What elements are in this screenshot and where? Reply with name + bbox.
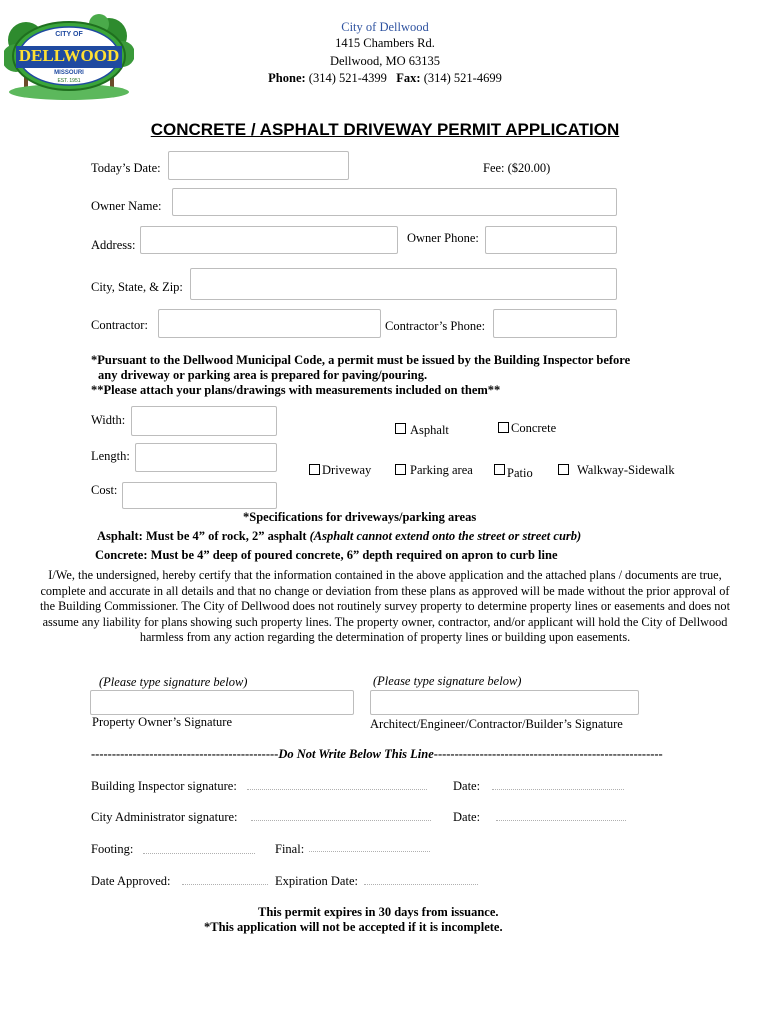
header-address2: Dellwood, MO 63135 bbox=[329, 54, 441, 68]
width-label: Width: bbox=[91, 413, 126, 427]
notice-line1: *Pursuant to the Dellwood Municipal Code, a permit must be issued by the Building Inspector before bbox=[91, 353, 631, 367]
administrator-signature-line[interactable] bbox=[251, 820, 431, 821]
notice-line3: **Please attach your plans/drawings with measurements included on them** bbox=[91, 383, 501, 397]
walkway-checkbox[interactable] bbox=[558, 464, 569, 475]
length-input[interactable] bbox=[135, 443, 277, 472]
certification-text: I/We, the undersigned, hereby certify that the information contained in the above application and the attached plans / documents are true, complete and accurate in all details and that no change or deviation from these plans as approved will be made without the prior approval of the Building Commissioner. The City of Dellwood does not routinely survey property to determine property lines or easements and does not assume any liability for plans showing such property lines. The property owner, contractor, and/or applicant will hold the City of Dellwood harmless from any action regarding the determination of property lines or building upon easements. bbox=[40, 568, 730, 645]
contractor-label: Contractor: bbox=[91, 318, 148, 332]
logo-state: MISSOURI bbox=[54, 70, 84, 76]
owner-phone-label: Owner Phone: bbox=[407, 231, 479, 245]
office-use-divider bbox=[91, 747, 663, 762]
fax-number: (314) 521-4699 bbox=[423, 71, 502, 85]
patio-checkbox[interactable] bbox=[494, 464, 505, 475]
specs-asphalt-note: (Asphalt cannot extend onto the street or street curb) bbox=[309, 529, 582, 543]
cost-input[interactable] bbox=[122, 482, 277, 509]
inspector-signature-line[interactable] bbox=[247, 789, 427, 790]
contractor-input[interactable] bbox=[158, 309, 381, 338]
length-label: Length: bbox=[91, 449, 130, 463]
notice-line2: any driveway or parking area is prepared for paving/pouring. bbox=[98, 368, 428, 382]
footing-line[interactable] bbox=[143, 853, 255, 854]
administrator-date-label: Date: bbox=[453, 810, 481, 824]
date-approved-label: Date Approved: bbox=[91, 874, 171, 888]
inspector-signature-label: Building Inspector signature: bbox=[91, 779, 237, 793]
fax-label: Fax: bbox=[396, 71, 421, 85]
logo-top-text: CITY OF bbox=[55, 31, 83, 38]
contractor-phone-input[interactable] bbox=[493, 309, 617, 338]
fee-label: Fee: ($20.00) bbox=[483, 161, 551, 175]
logo-est: EST. 1951 bbox=[57, 78, 81, 84]
page-title: CONCRETE / ASPHALT DRIVEWAY PERMIT APPLICATION bbox=[150, 120, 620, 139]
specs-asphalt bbox=[97, 529, 581, 544]
expiration-date-line[interactable] bbox=[364, 884, 478, 885]
builder-signature-label: Architect/Engineer/Contractor/Builder’s Signature bbox=[370, 717, 623, 731]
todays-date-label: Today’s Date: bbox=[91, 161, 161, 175]
phone-label: Phone: bbox=[268, 71, 306, 85]
patio-label: Patio bbox=[507, 466, 533, 480]
footer-expiry-note: This permit expires in 30 days from issuance. bbox=[258, 905, 499, 919]
divider-right: ------------------------------------------------------- bbox=[433, 747, 663, 761]
city-state-zip-input[interactable] bbox=[190, 268, 617, 300]
owner-signature-input[interactable] bbox=[90, 690, 354, 715]
address-input[interactable] bbox=[140, 226, 398, 254]
header-city: City of Dellwood bbox=[341, 20, 429, 34]
driveway-label: Driveway bbox=[322, 463, 372, 477]
width-input[interactable] bbox=[131, 406, 277, 436]
divider-text: Do Not Write Below This Line bbox=[278, 747, 434, 761]
footer-incomplete-note: *This application will not be accepted if it is incomplete. bbox=[204, 920, 503, 934]
specs-asphalt-rule: Asphalt: Must be 4” of rock, 2” asphalt bbox=[97, 529, 307, 543]
expiration-date-label: Expiration Date: bbox=[275, 874, 358, 888]
administrator-date-line[interactable] bbox=[496, 820, 626, 821]
cost-label: Cost: bbox=[91, 483, 118, 497]
specs-concrete: Concrete: Must be 4” deep of poured concrete, 6” depth required on apron to curb line bbox=[95, 548, 558, 562]
header-address1: 1415 Chambers Rd. bbox=[335, 36, 435, 50]
inspector-date-line[interactable] bbox=[492, 789, 624, 790]
specs-heading: *Specifications for driveways/parking areas bbox=[243, 510, 477, 524]
footing-label: Footing: bbox=[91, 842, 134, 856]
signature-hint-right: (Please type signature below) bbox=[373, 674, 522, 688]
signature-hint-left: (Please type signature below) bbox=[99, 675, 248, 689]
final-line[interactable] bbox=[309, 851, 430, 852]
driveway-checkbox[interactable] bbox=[309, 464, 320, 475]
divider-left: --------------------------------------------- bbox=[91, 747, 279, 761]
todays-date-input[interactable] bbox=[168, 151, 349, 180]
parking-area-checkbox[interactable] bbox=[395, 464, 406, 475]
inspector-date-label: Date: bbox=[453, 779, 481, 793]
administrator-signature-label: City Administrator signature: bbox=[91, 810, 238, 824]
address-label: Address: bbox=[91, 238, 136, 252]
asphalt-checkbox[interactable] bbox=[395, 423, 406, 434]
parking-area-label: Parking area bbox=[410, 463, 473, 477]
owner-signature-label: Property Owner’s Signature bbox=[92, 715, 233, 729]
date-approved-line[interactable] bbox=[182, 884, 268, 885]
concrete-label: Concrete bbox=[511, 421, 557, 435]
asphalt-label: Asphalt bbox=[410, 423, 449, 437]
logo-name: DELLWOOD bbox=[18, 46, 120, 65]
final-label: Final: bbox=[275, 842, 305, 856]
concrete-checkbox[interactable] bbox=[498, 422, 509, 433]
contractor-phone-label: Contractor’s Phone: bbox=[385, 319, 486, 333]
city-state-zip-label: City, State, & Zip: bbox=[91, 280, 183, 294]
owner-phone-input[interactable] bbox=[485, 226, 617, 254]
owner-name-input[interactable] bbox=[172, 188, 617, 216]
header-contact bbox=[0, 71, 770, 86]
owner-name-label: Owner Name: bbox=[91, 199, 162, 213]
phone-number: (314) 521-4399 bbox=[308, 71, 387, 85]
builder-signature-input[interactable] bbox=[370, 690, 639, 715]
walkway-label: Walkway-Sidewalk bbox=[577, 463, 675, 477]
